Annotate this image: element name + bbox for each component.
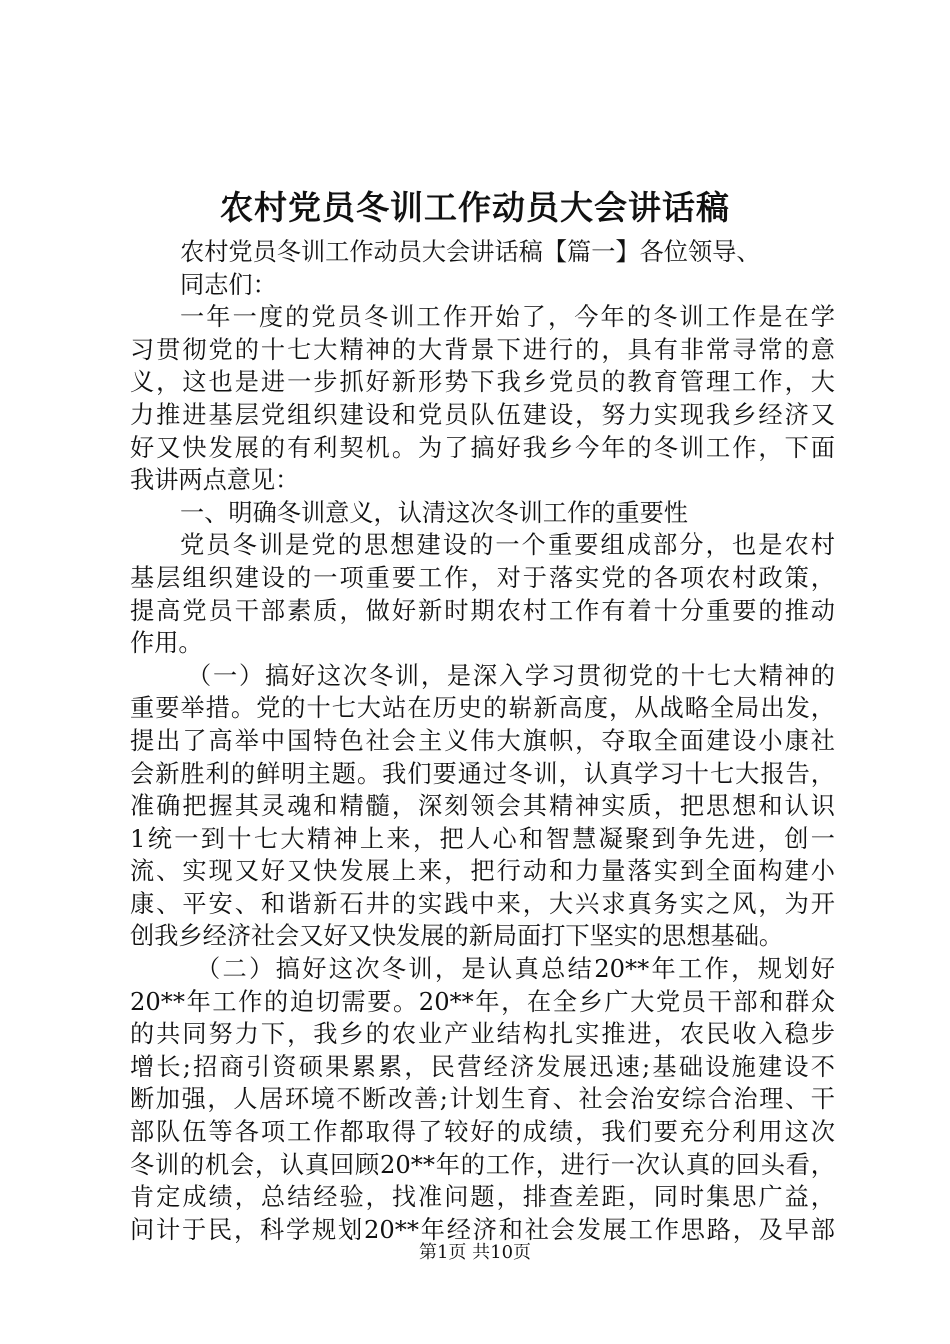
paragraph-line: 增长;招商引资硕果累累，民营经济发展迅速;基础设施建设不 (130, 1052, 835, 1081)
paragraph-line: 力推进基层党组织建设和党员队伍建设，努力实现我乡经济又 (130, 400, 835, 429)
paragraph-line: 1统一到十七大精神上来，把人心和智慧凝聚到争先进，创一 (130, 824, 835, 853)
paragraph-line: 肯定成绩，总结经验，找准问题，排查差距，同时集思广益， (130, 1183, 835, 1212)
document-title: 农村党员冬训工作动员大会讲话稿 (220, 188, 730, 227)
paragraph-line: 党员冬训是党的思想建设的一个重要组成部分，也是农村 (180, 531, 835, 560)
paragraph-line: 一年一度的党员冬训工作开始了，今年的冬训工作是在学 (180, 303, 835, 332)
paragraph-line: 问计于民，科学规划20**年经济和社会发展工作思路，及早部 (130, 1215, 835, 1244)
paragraph-line: 准确把握其灵魂和精髓，深刻领会其精神实质，把思想和认识 (130, 792, 835, 821)
paragraph-line: 会新胜利的鲜明主题。我们要通过冬训，认真学习十七大报告， (130, 759, 835, 788)
paragraph-line: 同志们： (180, 270, 277, 299)
paragraph-line: 基层组织建设的一项重要工作，对于落实党的各项农村政策， (130, 563, 835, 592)
paragraph-line: 习贯彻党的十七大精神的大背景下进行的，具有非常寻常的意 (130, 335, 835, 364)
paragraph-line: 的共同努力下，我乡的农业产业结构扎实推进，农民收入稳步 (130, 1020, 835, 1049)
paragraph-line: 提高党员干部素质，做好新时期农村工作有着十分重要的推动 (130, 596, 835, 625)
paragraph-line: 作用。 (130, 629, 203, 658)
paragraph-line: 部队伍等各项工作都取得了较好的成绩，我们要充分利用这次 (130, 1118, 835, 1147)
paragraph-line: 我讲两点意见： (130, 466, 300, 495)
paragraph-line: 创我乡经济社会又好又快发展的新局面打下坚实的思想基础。 (130, 922, 784, 951)
paragraph-line: 重要举措。党的十七大站在历史的崭新高度，从战略全局出发， (130, 694, 835, 723)
paragraph-line: 流、实现又好又快发展上来，把行动和力量落实到全面构建小 (130, 857, 835, 886)
paragraph-line: （一）搞好这次冬训，是深入学习贯彻党的十七大精神的 (187, 661, 835, 690)
paragraph-line: 20**年工作的迫切需要。20**年，在全乡广大党员干部和群众 (130, 987, 835, 1016)
document-body (130, 236, 835, 1246)
page-number: 第1页 共10页 (418, 1242, 532, 1263)
paragraph-line: 提出了高举中国特色社会主义伟大旗帜，夺取全面建设小康社 (130, 726, 835, 755)
paragraph-line: 康、平安、和谐新石井的实践中来，大兴求真务实之风，为开 (130, 889, 835, 918)
paragraph-line: 冬训的机会，认真回顾20**年的工作，进行一次认真的回头看， (130, 1150, 835, 1179)
paragraph-line: 断加强，人居环境不断改善;计划生育、社会治安综合治理、干 (130, 1085, 835, 1114)
paragraph-line: （二）搞好这次冬训，是认真总结20**年工作，规划好 (196, 955, 835, 984)
paragraph-line: 农村党员冬训工作动员大会讲话稿【篇一】各位领导、 (180, 238, 761, 266)
paragraph-line: 义，这也是进一步抓好新形势下我乡党员的教育管理工作，大 (130, 368, 835, 397)
paragraph-line: 好又快发展的有利契机。为了搞好我乡今年的冬训工作，下面 (130, 433, 835, 462)
section-heading: 一、明确冬训意义，认清这次冬训工作的重要性 (180, 498, 688, 527)
